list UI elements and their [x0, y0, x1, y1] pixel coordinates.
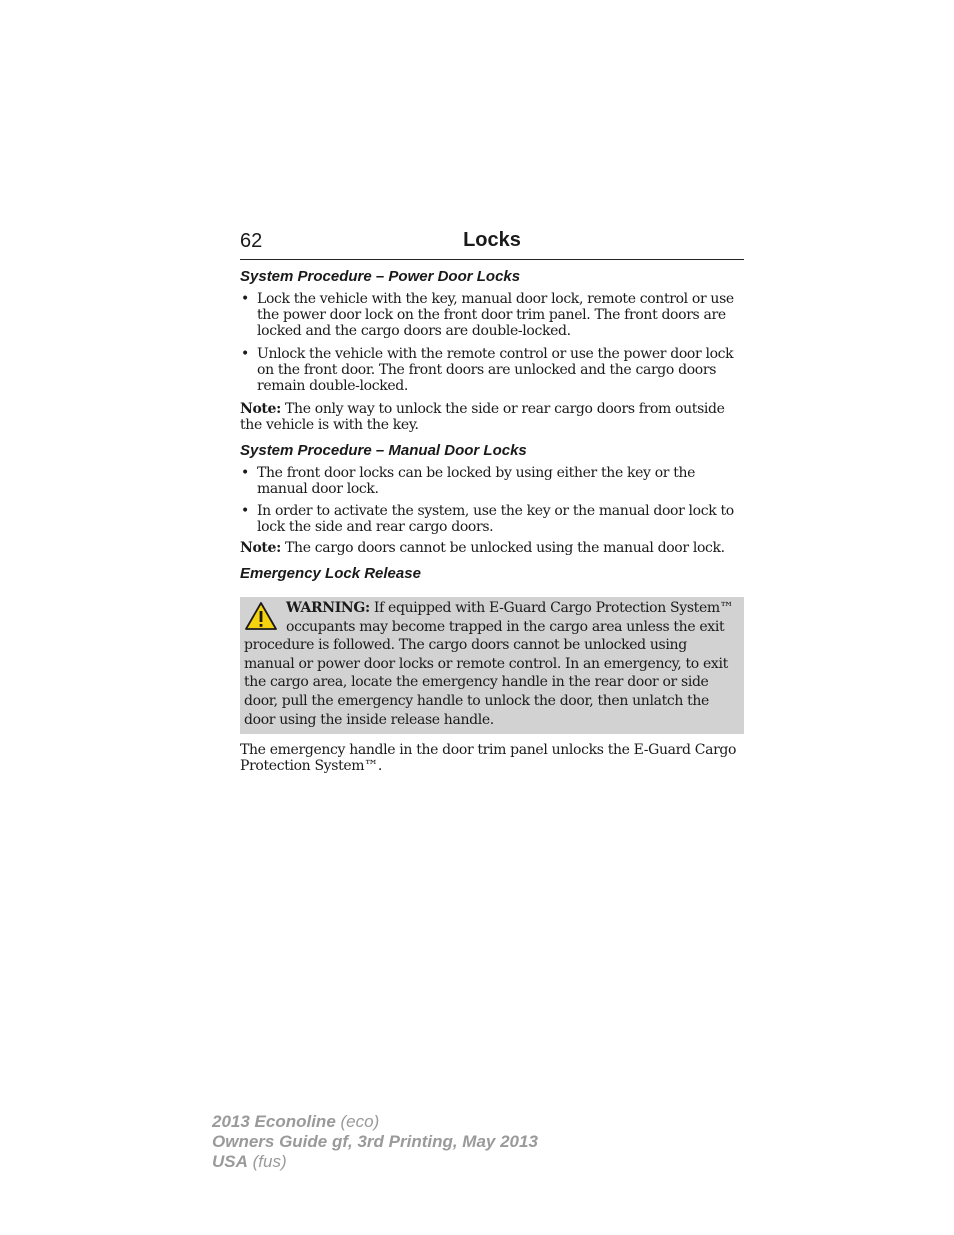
list-item: • Lock the vehicle with the key, manual door lock, remote control or use the power door lock on the front door trim panel. The front doors are locked and the cargo doors are double-locked. — [240, 291, 744, 339]
page-footer — [212, 1112, 538, 1172]
page-header — [240, 226, 744, 260]
list-item: • The front door locks can be locked by using either the key or the manual door lock. — [240, 465, 744, 497]
emergency-handle-paragraph: The emergency handle in the door trim panel unlocks the E-Guard Cargo Protection System™. — [240, 742, 737, 775]
section-heading-manual-door-locks: System Procedure – Manual Door Locks — [240, 442, 527, 459]
manual-door-locks-list — [240, 465, 744, 535]
warning-triangle-icon — [244, 601, 278, 631]
note-text: The only way to unlock the side or rear cargo doors from outside the vehicle is with the key. — [240, 401, 725, 433]
footer-model-code: (eco) — [340, 1112, 380, 1131]
footer-market: USA — [212, 1152, 248, 1171]
warning-body: If equipped with E-Guard Cargo Protection System™ occupants may become trapped in the cargo area unless the exit procedure is followed. The cargo doors cannot be unlocked using manual or power door locks or remote control. In an emergency, to exit the cargo area, locate the emergency handle in the rear door or side door, pull the emergency handle to unlock the door, then unlatch the door using the inside release handle. — [244, 600, 734, 728]
warning-box — [240, 597, 744, 734]
footer-line-edition — [212, 1132, 538, 1152]
note-label: Note: — [240, 401, 281, 417]
manual-page — [240, 226, 744, 774]
footer-line-market — [212, 1152, 538, 1172]
chapter-title: Locks — [463, 229, 521, 251]
section-heading-power-door-locks: System Procedure – Power Door Locks — [240, 268, 521, 285]
footer-line-model — [212, 1112, 538, 1132]
footer-edition: Owners Guide gf, 3rd Printing, May 2013 — [212, 1132, 538, 1151]
note-power-door-locks — [240, 401, 744, 433]
note-manual-door-locks — [240, 540, 744, 556]
warning-label: WARNING: — [286, 600, 370, 616]
note-label: Note: — [240, 540, 281, 556]
footer-market-code: (fus) — [252, 1152, 287, 1171]
footer-model: 2013 Econoline — [212, 1112, 336, 1131]
note-text: The cargo doors cannot be unlocked using the manual door lock. — [285, 540, 725, 556]
list-item: • In order to activate the system, use the key or the manual door lock to lock the side and rear cargo doors. — [240, 503, 744, 535]
warning-text — [244, 599, 740, 729]
page-number: 62 — [240, 230, 263, 252]
section-heading-emergency-lock-release: Emergency Lock Release — [240, 565, 421, 582]
list-item: • Unlock the vehicle with the remote control or use the power door lock on the front door. The front doors are unlocked and the cargo doors remain double-locked. — [240, 346, 744, 394]
power-door-locks-list — [240, 291, 744, 394]
